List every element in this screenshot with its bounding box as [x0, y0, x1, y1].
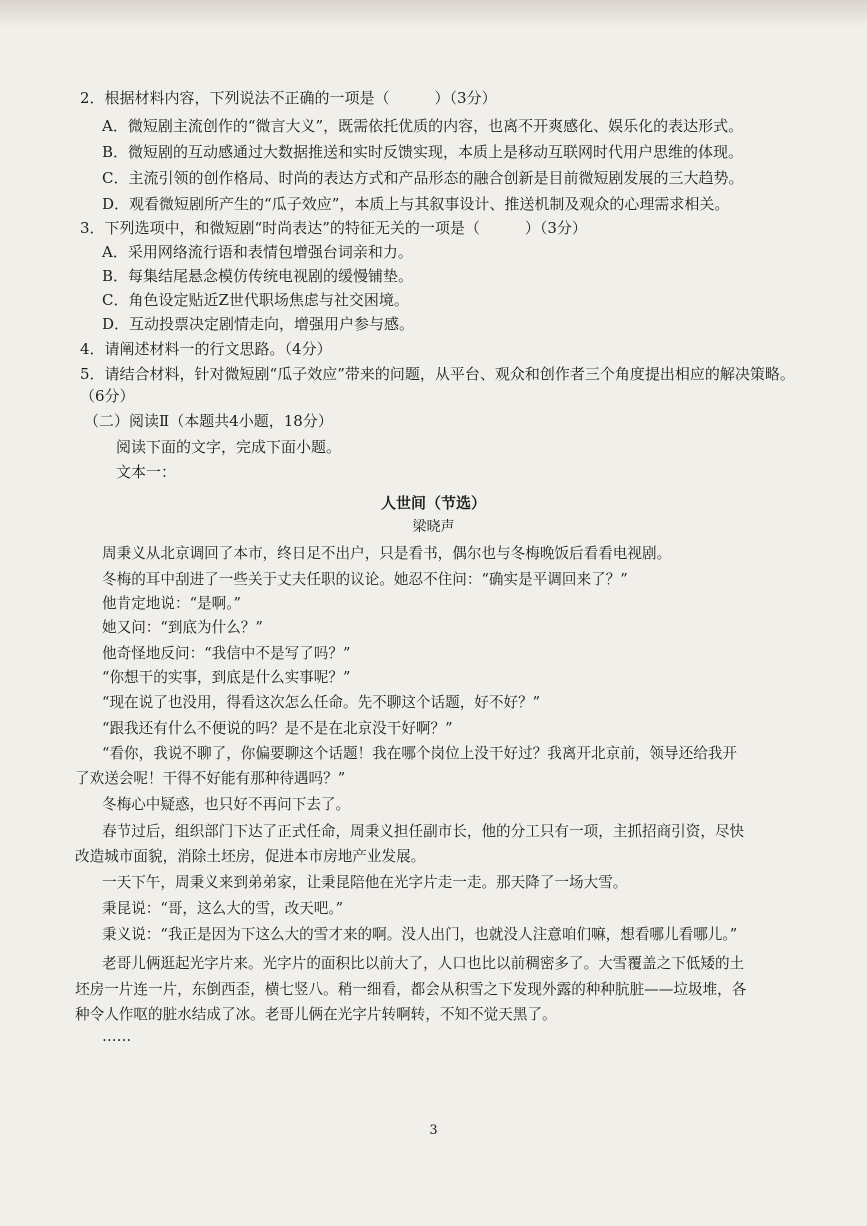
question-3-option-b: B．每集结尾悬念模仿传统电视剧的缓慢铺垫。: [102, 267, 414, 285]
section-instruction: 阅读下面的文字，完成下面小题。: [116, 438, 342, 456]
passage-line: 冬梅心中疑惑，也只好不再问下去了。: [102, 796, 351, 813]
question-3-option-d: D．互动投票决定剧情走向，增强用户参与感。: [102, 315, 415, 333]
passage-ellipsis: ……: [102, 1028, 132, 1045]
passage-line: “现在说了也没用，得看这次怎么任命。先不聊这个话题，好不好？”: [102, 694, 541, 711]
passage-title: 人世间（节选）: [380, 494, 486, 512]
passage-line: “跟我还有什么不便说的吗？是不是在北京没干好啊？”: [102, 720, 453, 737]
text-label: 文本一：: [116, 463, 177, 481]
passage-line: 坯房一片连一片，东倒西歪，横七竖八。稍一细看，都会从积雪之下发现外露的种种肮脏——垃圾堆，各: [75, 981, 747, 998]
passage-line: 冬梅的耳中刮进了一些关于丈夫任职的议论。她忍不住问：“确实是平调回来了？”: [102, 571, 628, 588]
passage-line: 种令人作呕的脏水结成了冰。老哥儿俩在光字片转啊转，不知不觉天黑了。: [75, 1006, 557, 1023]
question-2-option-c: C．主流引领的创作格局、时尚的表达方式和产品形态的融合创新是目前微短剧发展的三大趋势。: [102, 169, 744, 187]
question-3-stem: 3．下列选项中，和微短剧“时尚表达”的特征无关的一项是（ ）（3分）: [80, 219, 587, 237]
passage-line: “看你，我说不聊了，你偏要聊这个话题！我在哪个岗位上没干好过？我离开北京前，领导还给我开: [102, 745, 737, 762]
passage-line: 秉昆说：“哥，这么大的雪，改天吧。”: [102, 900, 344, 917]
passage-line: 周秉义从北京调回了本市，终日足不出户，只是看书，偶尔也与冬梅晚饭后看看电视剧。: [102, 545, 672, 562]
passage-line: 他奇怪地反问：“我信中不是写了吗？”: [102, 645, 351, 662]
passage-line: “你想干的实事，到底是什么实事呢？”: [102, 669, 351, 686]
passage-line: 了欢送会呢！干得不好能有那种待遇吗？”: [75, 770, 346, 787]
passage-author: 梁晓声: [412, 519, 455, 535]
question-4: 4．请阐述材料一的行文思路。（4分）: [80, 340, 332, 358]
passage-line: 一天下午，周秉义来到弟弟家，让秉昆陪他在光字片走一走。那天降了一场大雪。: [102, 874, 628, 891]
passage-line: 老哥儿俩逛起光字片来。光字片的面积比以前大了，人口也比以前稠密多了。大雪覆盖之下低矮的土: [102, 955, 745, 972]
question-5-line-2: （6分）: [80, 387, 135, 405]
question-2-option-a: A．微短剧主流创作的“微言大义”，既需依托优质的内容，也离不开爽感化、娱乐化的表达形式。: [102, 117, 744, 135]
passage-line: 他肯定地说：“是啊。”: [102, 595, 241, 612]
question-3-option-a: A．采用网络流行语和表情包增强台词亲和力。: [102, 243, 413, 261]
passage-line: 春节过后，组织部门下达了正式任命，周秉义担任副市长，他的分工只有一项，主抓招商引资，尽快: [102, 823, 745, 840]
passage-line: 她又问：“到底为什么？”: [102, 619, 263, 636]
section-heading: （二）阅读Ⅱ（本题共4小题，18分）: [84, 412, 333, 430]
question-2-stem: 2．根据材料内容，下列说法不正确的一项是（ ）（3分）: [80, 89, 497, 107]
question-5-line-1: 5．请结合材料，针对微短剧“瓜子效应”带来的问题，从平台、观众和创作者三个角度提出相应的解决策略。: [80, 365, 795, 383]
question-2-option-d: D．观看微短剧所产生的“瓜子效应”，本质上与其叙事设计、推送机制及观众的心理需求相关。: [102, 195, 730, 213]
question-3-option-c: C．角色设定贴近Z世代职场焦虑与社交困境。: [102, 291, 409, 309]
passage-line: 秉义说：“我正是因为下这么大的雪才来的啊。没人出门，也就没人注意咱们嘛，想看哪儿看哪儿。”: [102, 926, 738, 943]
question-2-option-b: B．微短剧的互动感通过大数据推送和实时反馈实现，本质上是移动互联网时代用户思维的体现。: [102, 143, 744, 161]
page-number: 3: [429, 1123, 438, 1138]
passage-line: 改造城市面貌，消除土坯房，促进本市房地产业发展。: [75, 848, 426, 865]
